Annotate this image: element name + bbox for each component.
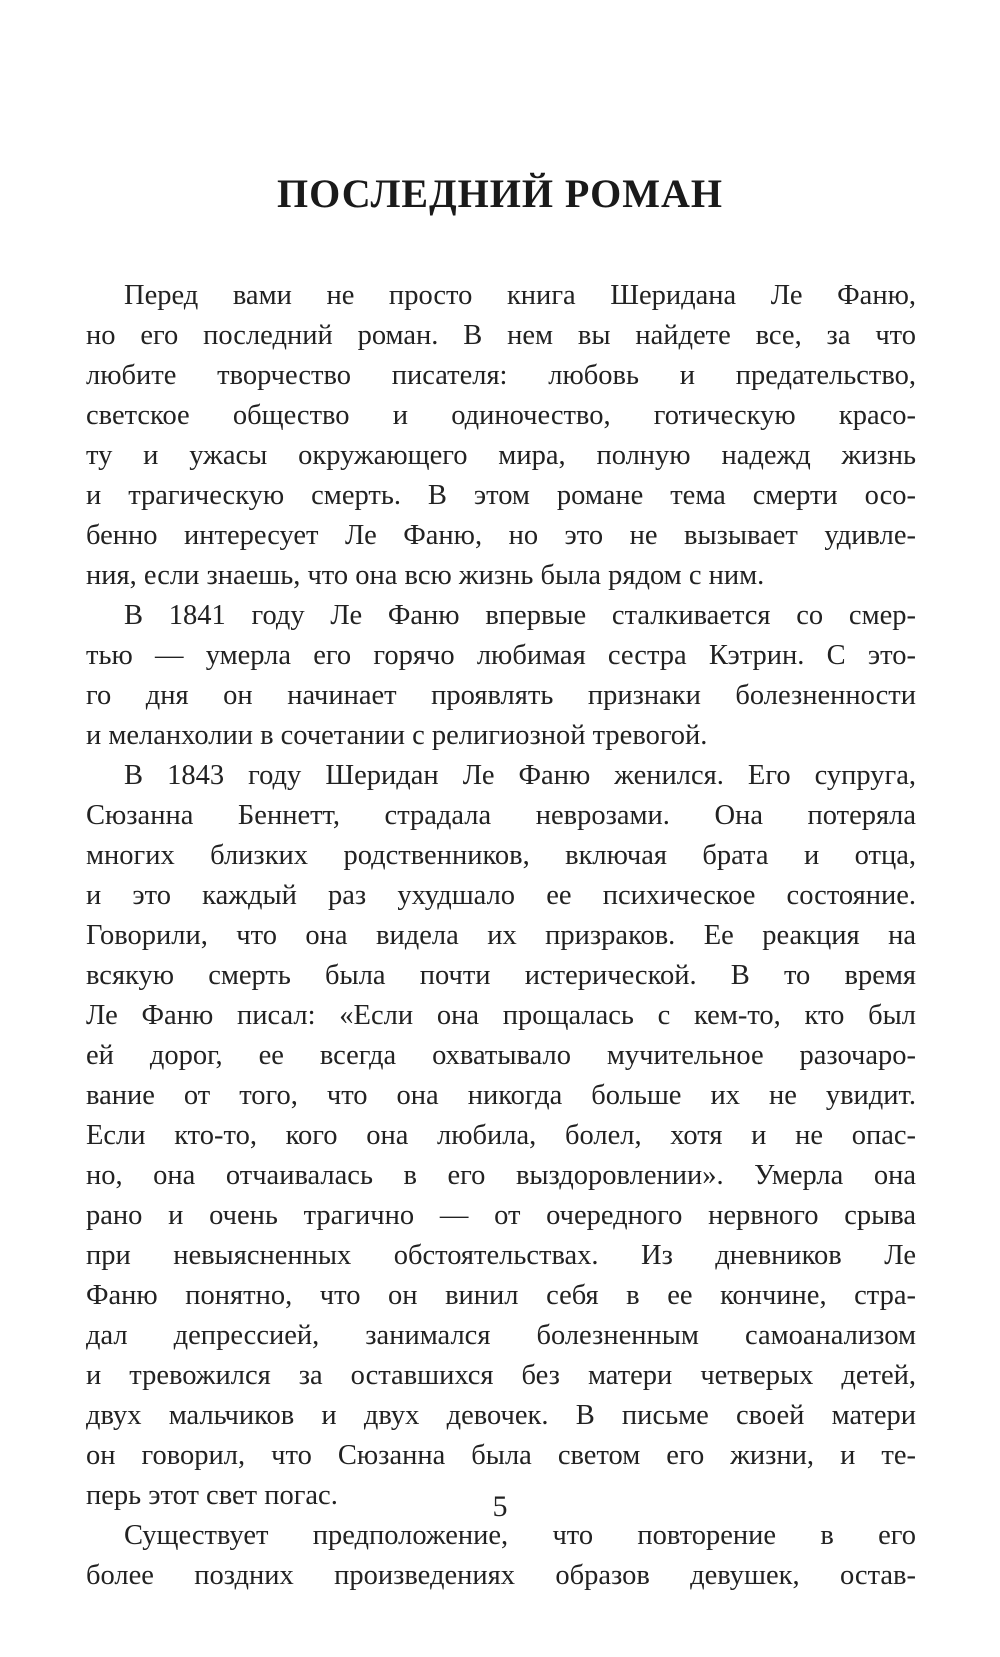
- body-text: [86, 276, 916, 1596]
- text-line: рано и очень трагично — от очередного нервного срыва: [86, 1200, 916, 1231]
- text-line: более поздних произведениях образов девушек, остав-: [86, 1560, 916, 1591]
- text-line: и тревожился за оставшихся без матери четверых детей,: [86, 1360, 916, 1391]
- text-line: он говорил, что Сюзанна была светом его жизни, и те-: [86, 1440, 916, 1471]
- text-line: и это каждый раз ухудшало ее психическое состояние.: [86, 880, 916, 911]
- text-line: многих близких родственников, включая брата и отца,: [86, 840, 916, 871]
- text-line: бенно интересует Ле Фаню, но это не вызывает удивле-: [86, 520, 916, 551]
- text-line: го дня он начинает проявлять признаки болезненности: [86, 680, 916, 711]
- paragraph: [86, 596, 916, 756]
- chapter-title: ПОСЛЕДНИЙ РОМАН: [276, 171, 723, 216]
- text-line: Если кто-то, кого она любила, болел, хотя и не опас-: [86, 1120, 916, 1151]
- text-line: всякую смерть была почти истерической. В то время: [86, 960, 916, 991]
- text-line: но его последний роман. В нем вы найдете все, за что: [86, 320, 916, 351]
- text-line: Существует предположение, что повторение в его: [124, 1520, 916, 1551]
- text-line: тью — умерла его горячо любимая сестра Кэтрин. С это-: [86, 640, 916, 671]
- text-line: Ле Фаню писал: «Если она прощалась с кем-то, кто был: [86, 1000, 916, 1031]
- text-line: и меланхолии в сочетании с религиозной тревогой.: [86, 720, 708, 751]
- paragraph: [86, 276, 916, 596]
- text-line: В 1843 году Шеридан Ле Фаню женился. Его супруга,: [124, 760, 916, 791]
- text-line: при невыясненных обстоятельствах. Из дневников Ле: [86, 1240, 916, 1271]
- text-line: Сюзанна Беннетт, страдала неврозами. Она потеряла: [86, 800, 916, 831]
- text-line: вание от того, что она никогда больше их не увидит.: [86, 1080, 916, 1111]
- paragraph: [86, 1516, 916, 1596]
- text-line: двух мальчиков и двух девочек. В письме своей матери: [86, 1400, 916, 1431]
- text-line: ей дорог, ее всегда охватывало мучительное разочаро-: [86, 1040, 916, 1071]
- text-line: любите творчество писателя: любовь и предательство,: [86, 360, 916, 391]
- text-line: дал депрессией, занимался болезненным самоанализом: [86, 1320, 916, 1351]
- text-line: В 1841 году Ле Фаню впервые сталкивается со смер-: [124, 600, 916, 631]
- text-line: Говорили, что она видела их призраков. Ее реакция на: [86, 920, 916, 951]
- text-line: ния, если знаешь, что она всю жизнь была рядом с ним.: [86, 560, 765, 591]
- text-line: и трагическую смерть. В этом романе тема смерти осо-: [86, 480, 916, 511]
- page-number: 5: [492, 1490, 508, 1523]
- text-line: Перед вами не просто книга Шеридана Ле Фаню,: [124, 280, 916, 311]
- text-line: светское общество и одиночество, готическую красо-: [86, 400, 916, 431]
- paragraph: [86, 756, 916, 1516]
- text-line: перь этот свет погас.: [86, 1480, 338, 1511]
- text-line: но, она отчаивалась в его выздоровлении». Умерла она: [86, 1160, 916, 1191]
- text-line: Фаню понятно, что он винил себя в ее кончине, стра-: [86, 1280, 916, 1311]
- text-line: ту и ужасы окружающего мира, полную надежд жизнь: [86, 440, 916, 471]
